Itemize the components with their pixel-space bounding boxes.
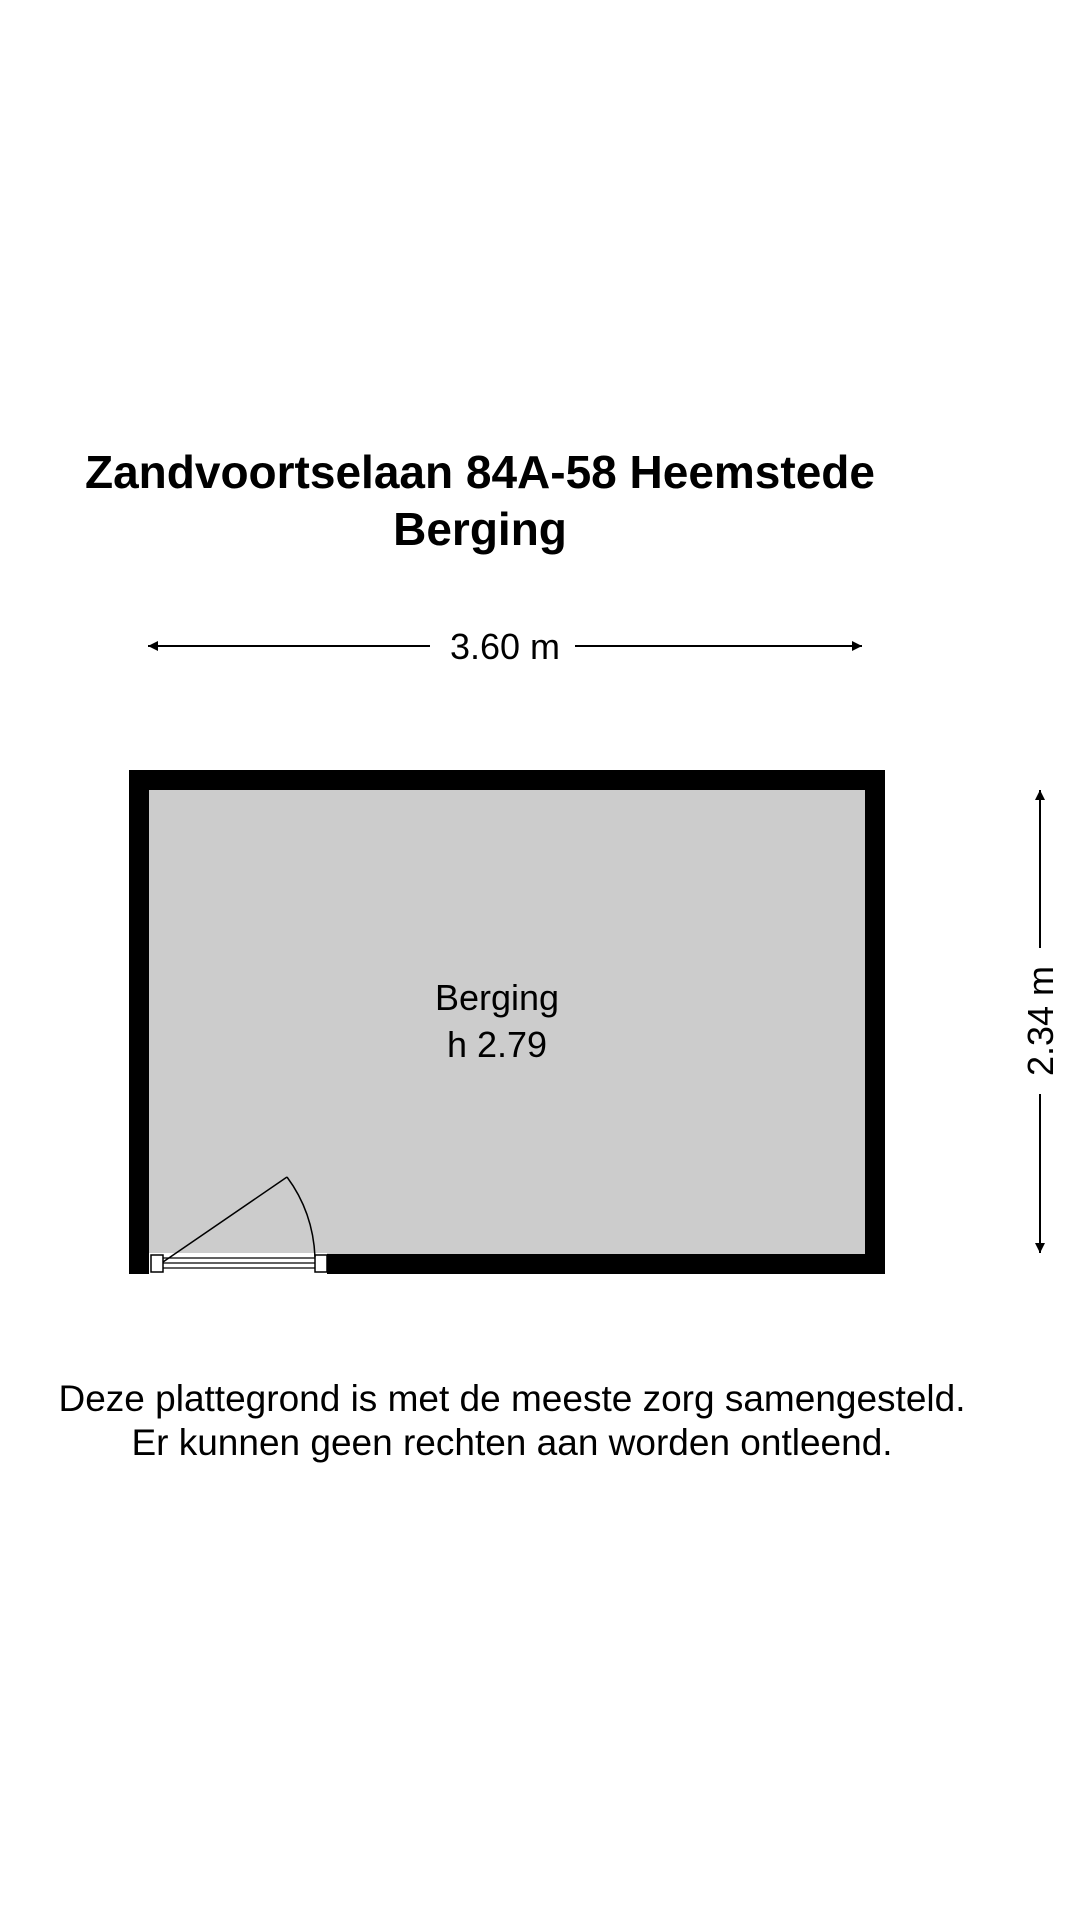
width-dimension bbox=[148, 626, 862, 667]
room-name: Berging bbox=[434, 977, 560, 1018]
address-title: Zandvoortselaan 84A-58 Heemstede bbox=[85, 446, 875, 498]
floor-title: Berging bbox=[393, 503, 567, 555]
door-jamb-right bbox=[315, 1255, 327, 1272]
door-jamb-left bbox=[151, 1255, 163, 1272]
depth-dimension bbox=[1020, 790, 1061, 1253]
room-floor bbox=[149, 790, 865, 1254]
disclaimer-line-2: Er kunnen geen rechten aan worden ontleend. bbox=[131, 1422, 893, 1463]
room-berging bbox=[129, 770, 885, 1275]
depth-label: 2.34 m bbox=[1020, 965, 1061, 1077]
room-height: h 2.79 bbox=[446, 1024, 548, 1065]
width-label: 3.60 m bbox=[449, 626, 561, 667]
disclaimer-line-1: Deze plattegrond is met de meeste zorg samengesteld. bbox=[58, 1378, 966, 1419]
door-opening bbox=[149, 1253, 327, 1275]
